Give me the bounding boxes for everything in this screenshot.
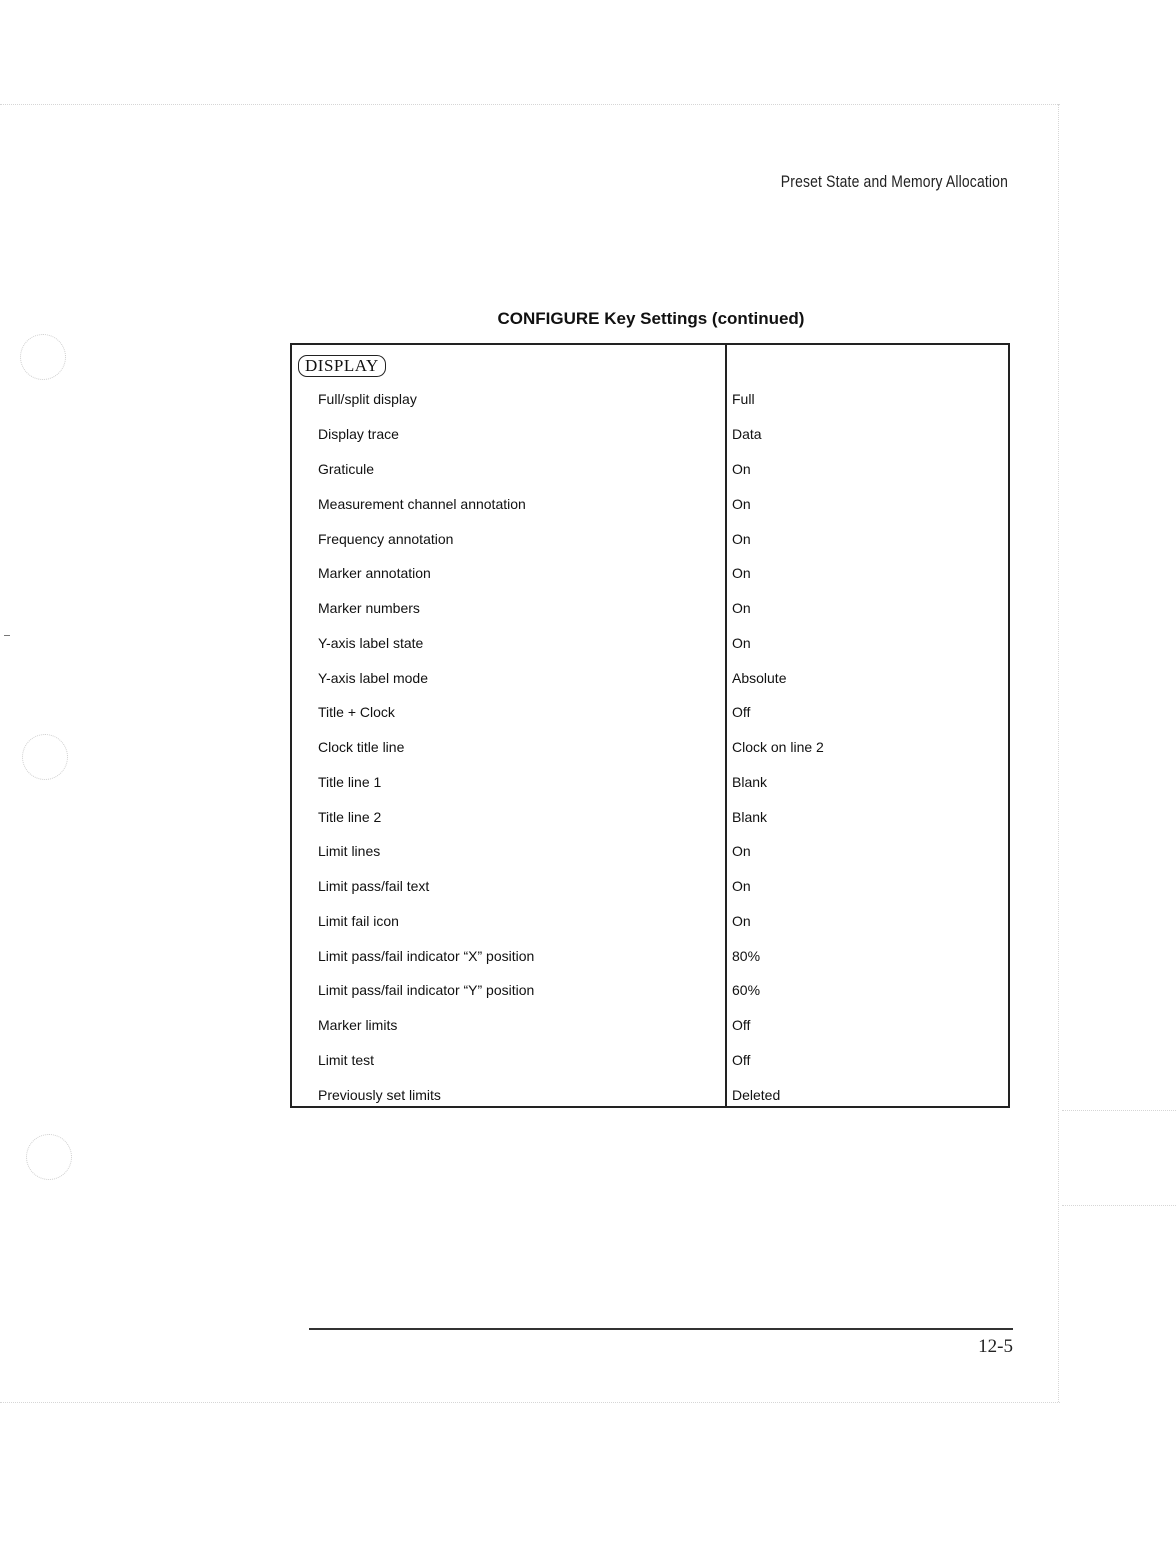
table-row: [292, 944, 1008, 974]
setting-value: Off: [732, 704, 751, 720]
page-number: 12-5: [978, 1336, 1013, 1357]
table-row: [292, 735, 1008, 765]
setting-name: Full/split display: [318, 391, 417, 407]
setting-value: Off: [732, 1017, 751, 1033]
setting-name: Limit pass/fail indicator “Y” position: [318, 982, 535, 998]
setting-name: Limit fail icon: [318, 913, 399, 929]
setting-name: Limit lines: [318, 843, 381, 859]
setting-value: On: [732, 878, 751, 894]
edge-tick: [4, 635, 10, 636]
table-row: [292, 1013, 1008, 1043]
setting-name: Title + Clock: [318, 704, 395, 720]
table-row: [292, 561, 1008, 591]
footer-rule: [309, 1328, 1013, 1330]
setting-name: Marker limits: [318, 1017, 398, 1033]
setting-value: Blank: [732, 774, 768, 790]
setting-value: Data: [732, 426, 762, 442]
setting-value: Off: [732, 1052, 751, 1068]
settings-table: [290, 343, 1010, 1108]
setting-value: Clock on line 2: [732, 739, 824, 755]
scan-border-right-tab-bottom: [1062, 1205, 1176, 1206]
punch-hole-bottom: [26, 1134, 72, 1180]
scan-border-right: [1058, 104, 1059, 1402]
scan-border-top: [0, 104, 1060, 105]
setting-name: Measurement channel annotation: [318, 496, 526, 512]
setting-value: On: [732, 531, 751, 547]
setting-value: On: [732, 635, 751, 651]
setting-value: On: [732, 461, 751, 477]
table-row: [292, 1083, 1008, 1113]
table-row: [292, 700, 1008, 730]
table-row: [292, 805, 1008, 835]
setting-name: Limit test: [318, 1052, 375, 1068]
table-row: [292, 839, 1008, 869]
punch-hole-middle: [22, 734, 68, 780]
table-row: [292, 666, 1008, 696]
scan-border-bottom: [0, 1402, 1060, 1403]
setting-name: Frequency annotation: [318, 531, 454, 547]
setting-value: Blank: [732, 809, 768, 825]
table-row: [292, 631, 1008, 661]
setting-name: Graticule: [318, 461, 375, 477]
table-row: [292, 387, 1008, 417]
table-row: [292, 1048, 1008, 1078]
setting-name: Y-axis label mode: [318, 670, 428, 686]
setting-value: 80%: [732, 948, 761, 964]
setting-name: Marker annotation: [318, 565, 431, 581]
setting-value: On: [732, 600, 751, 616]
table-title: CONFIGURE Key Settings (continued): [497, 309, 805, 328]
setting-name: Limit pass/fail text: [318, 878, 430, 894]
setting-value: Deleted: [732, 1087, 781, 1103]
table-row: [292, 527, 1008, 557]
display-key-label: DISPLAY: [298, 355, 386, 377]
setting-value: On: [732, 496, 751, 512]
table-row: [292, 909, 1008, 939]
table-row: [292, 492, 1008, 522]
setting-value: On: [732, 843, 751, 859]
punch-hole-top: [20, 334, 66, 380]
setting-name: Y-axis label state: [318, 635, 424, 651]
setting-name: Previously set limits: [318, 1087, 441, 1103]
table-row: [292, 770, 1008, 800]
table-row: [292, 978, 1008, 1008]
table-row: [292, 874, 1008, 904]
setting-name: Clock title line: [318, 739, 405, 755]
table-row: [292, 422, 1008, 452]
setting-name: Limit pass/fail indicator “X” position: [318, 948, 535, 964]
table-row: [292, 457, 1008, 487]
setting-name: Display trace: [318, 426, 399, 442]
setting-value: On: [732, 565, 751, 581]
setting-name: Marker numbers: [318, 600, 420, 616]
setting-value: On: [732, 913, 751, 929]
setting-name: Title line 2: [318, 809, 382, 825]
setting-value: Absolute: [732, 670, 787, 686]
running-header: Preset State and Memory Allocation: [780, 172, 1008, 191]
table-row: [292, 596, 1008, 626]
scan-border-right-tab-top: [1062, 1110, 1176, 1111]
setting-name: Title line 1: [318, 774, 382, 790]
setting-value: 60%: [732, 982, 761, 998]
setting-value: Full: [732, 391, 755, 407]
